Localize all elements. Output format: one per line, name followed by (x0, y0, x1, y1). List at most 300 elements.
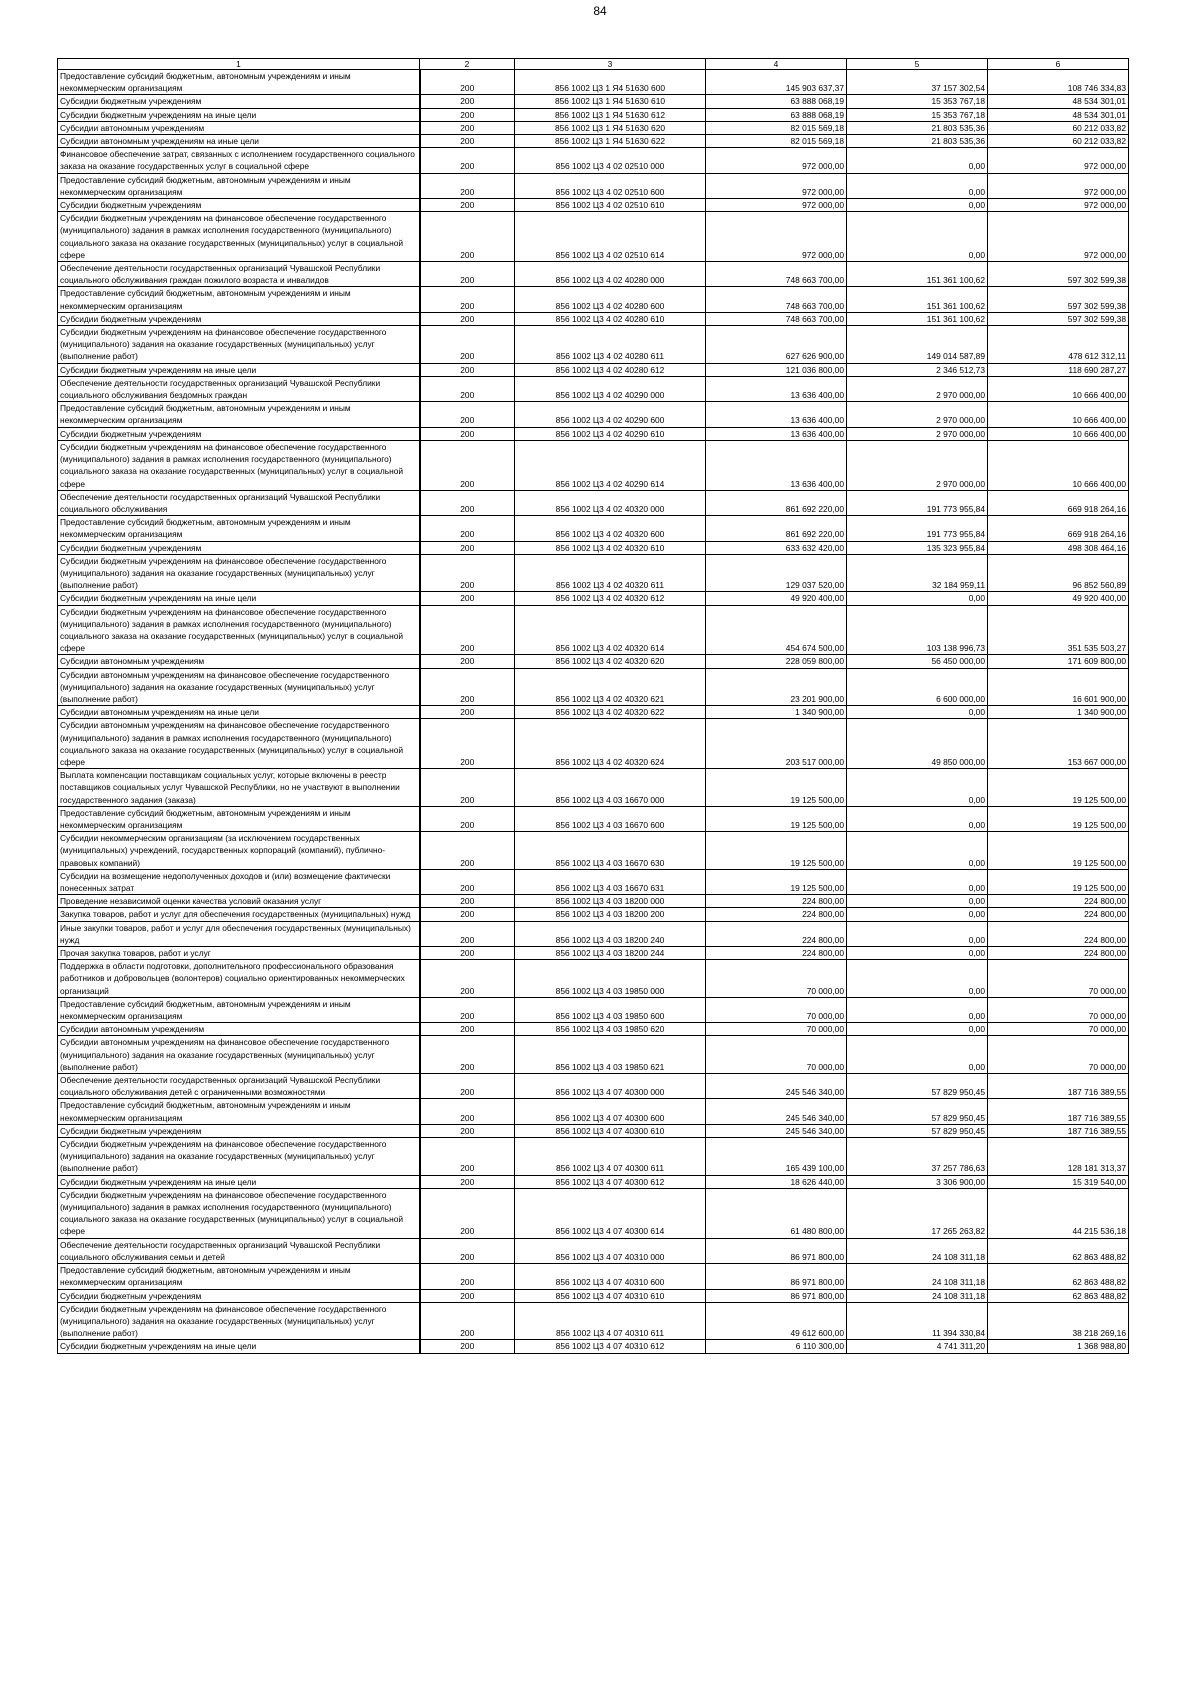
row-amount-col4: 627 626 900,00 (706, 326, 847, 364)
table-row (58, 997, 1129, 1022)
table-row (58, 95, 1129, 108)
row-classification: 856 1002 Ц3 4 03 18200 000 (515, 895, 706, 908)
row-amount-col4: 49 612 600,00 (706, 1302, 847, 1340)
row-code: 200 (420, 490, 515, 515)
row-classification: 856 1002 Ц3 4 03 19850 600 (515, 997, 706, 1022)
header-cell-3: 3 (515, 59, 706, 70)
row-description: Субсидии автономным учреждениям (58, 655, 420, 668)
row-amount-col4: 748 663 700,00 (706, 287, 847, 312)
table-row (58, 832, 1129, 870)
table-row (58, 262, 1129, 287)
row-amount-col4: 972 000,00 (706, 148, 847, 173)
table-row (58, 1074, 1129, 1099)
row-amount-col6: 351 535 503,27 (988, 605, 1129, 655)
row-amount-col4: 6 110 300,00 (706, 1340, 847, 1353)
row-description: Субсидии автономным учреждениям (58, 1023, 420, 1036)
row-classification: 856 1002 Ц3 4 02 40280 611 (515, 326, 706, 364)
table-row (58, 326, 1129, 364)
row-description: Предоставление субсидий бюджетным, автономным учреждениям и иным некоммерческим организациям (58, 287, 420, 312)
row-amount-col6: 49 920 400,00 (988, 592, 1129, 605)
row-amount-col6: 44 215 536,18 (988, 1188, 1129, 1238)
row-amount-col5: 2 970 000,00 (847, 427, 988, 440)
row-description: Иные закупки товаров, работ и услуг для обеспечения государственных (муниципальных) нужд (58, 921, 420, 946)
row-amount-col5: 0,00 (847, 212, 988, 262)
row-amount-col4: 13 636 400,00 (706, 440, 847, 490)
row-amount-col4: 82 015 569,18 (706, 121, 847, 134)
row-amount-col4: 82 015 569,18 (706, 135, 847, 148)
row-description: Субсидии бюджетным учреждениям (58, 1124, 420, 1137)
row-amount-col4: 70 000,00 (706, 997, 847, 1022)
row-classification: 856 1002 Ц3 4 03 16670 600 (515, 806, 706, 831)
row-description: Субсидии бюджетным учреждениям на иные цели (58, 1340, 420, 1353)
row-amount-col5: 24 108 311,18 (847, 1238, 988, 1263)
row-amount-col5: 0,00 (847, 199, 988, 212)
row-amount-col4: 23 201 900,00 (706, 668, 847, 706)
row-classification: 856 1002 Ц3 4 07 40310 600 (515, 1264, 706, 1289)
row-code: 200 (420, 668, 515, 706)
row-description: Субсидии бюджетным учреждениям на иные цели (58, 108, 420, 121)
row-amount-col4: 19 125 500,00 (706, 869, 847, 894)
row-description: Субсидии бюджетным учреждениям (58, 1289, 420, 1302)
row-code: 200 (420, 70, 515, 95)
row-classification: 856 1002 Ц3 4 02 40280 000 (515, 262, 706, 287)
row-amount-col5: 191 773 955,84 (847, 516, 988, 541)
row-description: Субсидии автономным учреждениям на иные цели (58, 706, 420, 719)
row-classification: 856 1002 Ц3 4 03 16670 631 (515, 869, 706, 894)
row-amount-col5: 0,00 (847, 148, 988, 173)
row-classification: 856 1002 Ц3 4 02 40280 610 (515, 312, 706, 325)
row-classification: 856 1002 Ц3 4 02 02510 600 (515, 173, 706, 198)
table-row (58, 135, 1129, 148)
table-row (58, 363, 1129, 376)
row-code: 200 (420, 199, 515, 212)
row-amount-col5: 0,00 (847, 997, 988, 1022)
table-row (58, 541, 1129, 554)
row-description: Субсидии бюджетным учреждениям на финансовое обеспечение государственного (муниципального) задания на оказание государственных (муниципальных) услуг (выполнение работ) (58, 1138, 420, 1176)
row-code: 200 (420, 1340, 515, 1353)
row-amount-col5: 0,00 (847, 869, 988, 894)
row-classification: 856 1002 Ц3 4 02 40290 610 (515, 427, 706, 440)
row-description: Субсидии некоммерческим организациям (за исключением государственных (муниципальных) учреждений, государственных корпораций (компаний), публично-правовых компаний) (58, 832, 420, 870)
table-row (58, 427, 1129, 440)
row-classification: 856 1002 Ц3 4 02 40320 624 (515, 719, 706, 769)
row-code: 200 (420, 376, 515, 401)
row-amount-col5: 57 829 950,45 (847, 1074, 988, 1099)
row-amount-col5: 15 353 767,18 (847, 95, 988, 108)
table-row (58, 312, 1129, 325)
row-description: Субсидии бюджетным учреждениям на финансовое обеспечение государственного (муниципального) задания на оказание государственных (муниципальных) услуг (выполнение работ) (58, 1302, 420, 1340)
row-amount-col6: 19 125 500,00 (988, 832, 1129, 870)
row-amount-col5: 149 014 587,89 (847, 326, 988, 364)
row-classification: 856 1002 Ц3 4 03 16670 630 (515, 832, 706, 870)
row-description: Предоставление субсидий бюджетным, автономным учреждениям и иным некоммерческим организациям (58, 1099, 420, 1124)
row-code: 200 (420, 541, 515, 554)
row-classification: 856 1002 Ц3 4 07 40310 610 (515, 1289, 706, 1302)
row-amount-col6: 19 125 500,00 (988, 806, 1129, 831)
row-classification: 856 1002 Ц3 4 07 40300 610 (515, 1124, 706, 1137)
row-code: 200 (420, 592, 515, 605)
row-code: 200 (420, 148, 515, 173)
row-amount-col6: 108 746 334,83 (988, 70, 1129, 95)
row-amount-col4: 70 000,00 (706, 1036, 847, 1074)
table-row (58, 869, 1129, 894)
row-amount-col4: 13 636 400,00 (706, 376, 847, 401)
row-description: Субсидии бюджетным учреждениям (58, 312, 420, 325)
row-amount-col4: 245 546 340,00 (706, 1099, 847, 1124)
row-amount-col5: 57 829 950,45 (847, 1099, 988, 1124)
row-amount-col6: 597 302 599,38 (988, 287, 1129, 312)
row-amount-col4: 49 920 400,00 (706, 592, 847, 605)
row-amount-col6: 187 716 389,55 (988, 1124, 1129, 1137)
row-amount-col4: 19 125 500,00 (706, 806, 847, 831)
row-amount-col4: 70 000,00 (706, 960, 847, 998)
row-code: 200 (420, 997, 515, 1022)
row-amount-col4: 245 546 340,00 (706, 1074, 847, 1099)
row-amount-col6: 1 340 900,00 (988, 706, 1129, 719)
row-amount-col6: 224 800,00 (988, 921, 1129, 946)
row-description: Субсидии бюджетным учреждениям на иные цели (58, 1175, 420, 1188)
row-classification: 856 1002 Ц3 4 02 40280 612 (515, 363, 706, 376)
row-classification: 856 1002 Ц3 1 Я4 51630 612 (515, 108, 706, 121)
row-description: Предоставление субсидий бюджетным, автономным учреждениям и иным некоммерческим организациям (58, 1264, 420, 1289)
row-amount-col5: 4 741 311,20 (847, 1340, 988, 1353)
row-amount-col5: 0,00 (847, 1036, 988, 1074)
row-amount-col5: 0,00 (847, 895, 988, 908)
row-classification: 856 1002 Ц3 4 02 40320 612 (515, 592, 706, 605)
header-cell-6: 6 (988, 59, 1129, 70)
table-row (58, 1036, 1129, 1074)
row-code: 200 (420, 516, 515, 541)
row-amount-col5: 0,00 (847, 947, 988, 960)
row-amount-col6: 60 212 033,82 (988, 121, 1129, 134)
row-amount-col4: 245 546 340,00 (706, 1124, 847, 1137)
table-row (58, 173, 1129, 198)
row-amount-col4: 748 663 700,00 (706, 262, 847, 287)
row-code: 200 (420, 1175, 515, 1188)
row-classification: 856 1002 Ц3 4 07 40310 611 (515, 1302, 706, 1340)
row-amount-col6: 597 302 599,38 (988, 262, 1129, 287)
row-code: 200 (420, 312, 515, 325)
row-description: Субсидии бюджетным учреждениям (58, 541, 420, 554)
row-amount-col5: 151 361 100,62 (847, 262, 988, 287)
row-classification: 856 1002 Ц3 4 07 40310 000 (515, 1238, 706, 1263)
row-code: 200 (420, 1036, 515, 1074)
row-code: 200 (420, 1289, 515, 1302)
row-description: Субсидии автономным учреждениям на иные цели (58, 135, 420, 148)
row-classification: 856 1002 Ц3 1 Я4 51630 622 (515, 135, 706, 148)
header-cell-5: 5 (847, 59, 988, 70)
row-amount-col6: 972 000,00 (988, 173, 1129, 198)
row-amount-col5: 135 323 955,84 (847, 541, 988, 554)
row-classification: 856 1002 Ц3 4 02 40320 614 (515, 605, 706, 655)
row-amount-col4: 61 480 800,00 (706, 1188, 847, 1238)
table-body (58, 70, 1129, 1354)
table-row (58, 769, 1129, 807)
row-amount-col4: 454 674 500,00 (706, 605, 847, 655)
row-amount-col4: 861 692 220,00 (706, 490, 847, 515)
row-description: Субсидии автономным учреждениям (58, 121, 420, 134)
row-amount-col4: 972 000,00 (706, 199, 847, 212)
row-code: 200 (420, 121, 515, 134)
table-row (58, 1264, 1129, 1289)
row-amount-col6: 669 918 264,16 (988, 516, 1129, 541)
row-code: 200 (420, 947, 515, 960)
row-classification: 856 1002 Ц3 4 02 40320 000 (515, 490, 706, 515)
table-row (58, 1289, 1129, 1302)
row-code: 200 (420, 1138, 515, 1176)
row-description: Предоставление субсидий бюджетным, автономным учреждениям и иным некоммерческим организациям (58, 806, 420, 831)
row-classification: 856 1002 Ц3 4 07 40310 612 (515, 1340, 706, 1353)
row-amount-col6: 224 800,00 (988, 895, 1129, 908)
row-amount-col6: 19 125 500,00 (988, 769, 1129, 807)
row-amount-col4: 18 626 440,00 (706, 1175, 847, 1188)
row-amount-col5: 151 361 100,62 (847, 287, 988, 312)
row-description: Предоставление субсидий бюджетным, автономным учреждениям и иным некоммерческим организациям (58, 516, 420, 541)
row-description: Предоставление субсидий бюджетным, автономным учреждениям и иным некоммерческим организациям (58, 70, 420, 95)
row-code: 200 (420, 108, 515, 121)
table-row (58, 1238, 1129, 1263)
row-amount-col4: 63 888 068,19 (706, 95, 847, 108)
row-amount-col6: 48 534 301,01 (988, 108, 1129, 121)
table-row (58, 895, 1129, 908)
header-cell-4: 4 (706, 59, 847, 70)
table-row (58, 440, 1129, 490)
row-amount-col6: 48 534 301,01 (988, 95, 1129, 108)
row-amount-col4: 748 663 700,00 (706, 312, 847, 325)
row-classification: 856 1002 Ц3 4 03 18200 244 (515, 947, 706, 960)
row-classification: 856 1002 Ц3 4 03 19850 620 (515, 1023, 706, 1036)
row-classification: 856 1002 Ц3 4 02 02510 000 (515, 148, 706, 173)
row-amount-col4: 63 888 068,19 (706, 108, 847, 121)
row-description: Обеспечение деятельности государственных организаций Чувашской Республики социального обслуживания детей с ограниченными возможностями (58, 1074, 420, 1099)
row-amount-col5: 2 970 000,00 (847, 402, 988, 427)
row-amount-col6: 38 218 269,16 (988, 1302, 1129, 1340)
table-row (58, 121, 1129, 134)
header-row (58, 59, 1129, 70)
row-amount-col4: 70 000,00 (706, 1023, 847, 1036)
row-description: Субсидии бюджетным учреждениям (58, 427, 420, 440)
row-description: Закупка товаров, работ и услуг для обеспечения государственных (муниципальных) нужд (58, 908, 420, 921)
row-description: Субсидии бюджетным учреждениям на финансовое обеспечение государственного (муниципального) задания на оказание государственных (муниципальных) услуг (выполнение работ) (58, 326, 420, 364)
row-amount-col5: 0,00 (847, 592, 988, 605)
table-row (58, 148, 1129, 173)
table-row (58, 1340, 1129, 1353)
row-amount-col4: 972 000,00 (706, 173, 847, 198)
row-amount-col6: 171 609 800,00 (988, 655, 1129, 668)
row-classification: 856 1002 Ц3 4 03 19850 000 (515, 960, 706, 998)
table-row (58, 1099, 1129, 1124)
row-amount-col6: 62 863 488,82 (988, 1289, 1129, 1302)
row-description: Обеспечение деятельности государственных организаций Чувашской Республики социального обслуживания граждан пожилого возраста и инвалидов (58, 262, 420, 287)
row-amount-col6: 10 666 400,00 (988, 376, 1129, 401)
row-description: Поддержка в области подготовки, дополнительного профессионального образования работников и добровольцев (волонтеров) социально ориентированных некоммерческих организаций (58, 960, 420, 998)
row-amount-col5: 0,00 (847, 908, 988, 921)
table-row (58, 655, 1129, 668)
budget-table (57, 58, 1129, 1354)
row-code: 200 (420, 1264, 515, 1289)
table-row (58, 490, 1129, 515)
row-amount-col4: 86 971 800,00 (706, 1264, 847, 1289)
row-amount-col6: 70 000,00 (988, 997, 1129, 1022)
row-code: 200 (420, 440, 515, 490)
row-code: 200 (420, 655, 515, 668)
row-amount-col6: 70 000,00 (988, 1036, 1129, 1074)
row-classification: 856 1002 Ц3 4 02 02510 614 (515, 212, 706, 262)
row-classification: 856 1002 Ц3 4 02 02510 610 (515, 199, 706, 212)
row-description: Субсидии бюджетным учреждениям на финансовое обеспечение государственного (муниципального) задания в рамках исполнения государственного (муниципального) социального заказа на оказание государственных (муниципальных) услуг в социальной сфере (58, 440, 420, 490)
table-row (58, 947, 1129, 960)
row-description: Субсидии бюджетным учреждениям (58, 95, 420, 108)
row-amount-col5: 0,00 (847, 769, 988, 807)
row-classification: 856 1002 Ц3 4 07 40300 612 (515, 1175, 706, 1188)
row-code: 200 (420, 1099, 515, 1124)
row-classification: 856 1002 Ц3 4 02 40320 621 (515, 668, 706, 706)
row-code: 200 (420, 173, 515, 198)
table-row (58, 1188, 1129, 1238)
row-classification: 856 1002 Ц3 4 02 40290 000 (515, 376, 706, 401)
row-amount-col5: 0,00 (847, 921, 988, 946)
row-amount-col6: 19 125 500,00 (988, 869, 1129, 894)
row-amount-col5: 151 361 100,62 (847, 312, 988, 325)
row-code: 200 (420, 1188, 515, 1238)
row-amount-col5: 32 184 959,11 (847, 554, 988, 592)
row-amount-col5: 2 970 000,00 (847, 440, 988, 490)
row-amount-col4: 86 971 800,00 (706, 1238, 847, 1263)
row-amount-col6: 224 800,00 (988, 908, 1129, 921)
row-amount-col5: 2 346 512,73 (847, 363, 988, 376)
row-amount-col6: 10 666 400,00 (988, 402, 1129, 427)
row-code: 200 (420, 921, 515, 946)
table-row (58, 806, 1129, 831)
table-row (58, 719, 1129, 769)
row-amount-col4: 228 059 800,00 (706, 655, 847, 668)
row-amount-col6: 478 612 312,11 (988, 326, 1129, 364)
row-code: 200 (420, 895, 515, 908)
row-description: Субсидии автономным учреждениям на финансовое обеспечение государственного (муниципального) задания на оказание государственных (муниципальных) услуг (выполнение работ) (58, 1036, 420, 1074)
row-description: Субсидии бюджетным учреждениям на финансовое обеспечение государственного (муниципального) задания на оказание государственных (муниципальных) услуг (выполнение работ) (58, 554, 420, 592)
row-amount-col5: 0,00 (847, 706, 988, 719)
row-amount-col6: 972 000,00 (988, 199, 1129, 212)
row-amount-col5: 24 108 311,18 (847, 1264, 988, 1289)
row-amount-col4: 19 125 500,00 (706, 832, 847, 870)
row-amount-col5: 24 108 311,18 (847, 1289, 988, 1302)
row-amount-col6: 187 716 389,55 (988, 1074, 1129, 1099)
row-classification: 856 1002 Ц3 4 02 40320 622 (515, 706, 706, 719)
table-row (58, 212, 1129, 262)
row-code: 200 (420, 402, 515, 427)
row-classification: 856 1002 Ц3 4 02 40290 600 (515, 402, 706, 427)
row-amount-col5: 0,00 (847, 960, 988, 998)
row-amount-col6: 972 000,00 (988, 212, 1129, 262)
row-amount-col4: 224 800,00 (706, 908, 847, 921)
row-code: 200 (420, 719, 515, 769)
row-code: 200 (420, 1124, 515, 1137)
row-amount-col6: 62 863 488,82 (988, 1238, 1129, 1263)
row-amount-col6: 70 000,00 (988, 1023, 1129, 1036)
table-row (58, 554, 1129, 592)
row-code: 200 (420, 869, 515, 894)
table-row (58, 1124, 1129, 1137)
row-amount-col4: 165 439 100,00 (706, 1138, 847, 1176)
table-row (58, 402, 1129, 427)
row-description: Предоставление субсидий бюджетным, автономным учреждениям и иным некоммерческим организациям (58, 402, 420, 427)
row-description: Субсидии бюджетным учреждениям на иные цели (58, 592, 420, 605)
row-amount-col5: 37 157 302,54 (847, 70, 988, 95)
row-classification: 856 1002 Ц3 4 02 40280 600 (515, 287, 706, 312)
row-classification: 856 1002 Ц3 4 03 18200 200 (515, 908, 706, 921)
row-classification: 856 1002 Ц3 4 02 40320 611 (515, 554, 706, 592)
row-description: Обеспечение деятельности государственных организаций Чувашской Республики социального обслуживания семьи и детей (58, 1238, 420, 1263)
row-code: 200 (420, 326, 515, 364)
table-row (58, 287, 1129, 312)
row-amount-col5: 103 138 996,73 (847, 605, 988, 655)
row-code: 200 (420, 212, 515, 262)
row-amount-col5: 6 600 000,00 (847, 668, 988, 706)
row-code: 200 (420, 960, 515, 998)
row-description: Предоставление субсидий бюджетным, автономным учреждениям и иным некоммерческим организациям (58, 997, 420, 1022)
row-amount-col4: 86 971 800,00 (706, 1289, 847, 1302)
row-amount-col5: 57 829 950,45 (847, 1124, 988, 1137)
row-classification: 856 1002 Ц3 1 Я4 51630 610 (515, 95, 706, 108)
row-amount-col4: 13 636 400,00 (706, 427, 847, 440)
row-amount-col4: 224 800,00 (706, 921, 847, 946)
table-row (58, 706, 1129, 719)
row-description: Субсидии бюджетным учреждениям на финансовое обеспечение государственного (муниципального) задания в рамках исполнения государственного (муниципального) социального заказа на оказание государственных (муниципальных) услуг в социальной сфере (58, 1188, 420, 1238)
row-classification: 856 1002 Ц3 4 03 18200 240 (515, 921, 706, 946)
row-code: 200 (420, 95, 515, 108)
row-classification: 856 1002 Ц3 4 03 16670 000 (515, 769, 706, 807)
row-description: Субсидии бюджетным учреждениям (58, 199, 420, 212)
row-amount-col5: 17 265 263,82 (847, 1188, 988, 1238)
row-classification: 856 1002 Ц3 1 Я4 51630 620 (515, 121, 706, 134)
row-amount-col5: 3 306 900,00 (847, 1175, 988, 1188)
row-amount-col5: 49 850 000,00 (847, 719, 988, 769)
row-amount-col6: 10 666 400,00 (988, 427, 1129, 440)
header-cell-1: 1 (58, 59, 420, 70)
row-code: 200 (420, 554, 515, 592)
table-row (58, 960, 1129, 998)
row-amount-col5: 0,00 (847, 173, 988, 198)
row-code: 200 (420, 1302, 515, 1340)
row-description: Предоставление субсидий бюджетным, автономным учреждениям и иным некоммерческим организациям (58, 173, 420, 198)
row-code: 200 (420, 908, 515, 921)
row-amount-col6: 153 667 000,00 (988, 719, 1129, 769)
row-amount-col5: 56 450 000,00 (847, 655, 988, 668)
row-description: Субсидии бюджетным учреждениям на финансовое обеспечение государственного (муниципального) задания в рамках исполнения государственного (муниципального) социального заказа на оказание государственных (муниципальных) услуг в социальной сфере (58, 212, 420, 262)
row-classification: 856 1002 Ц3 4 03 19850 621 (515, 1036, 706, 1074)
row-amount-col6: 128 181 313,37 (988, 1138, 1129, 1176)
row-code: 200 (420, 605, 515, 655)
row-amount-col4: 224 800,00 (706, 947, 847, 960)
row-amount-col6: 972 000,00 (988, 148, 1129, 173)
row-amount-col4: 129 037 520,00 (706, 554, 847, 592)
row-amount-col5: 191 773 955,84 (847, 490, 988, 515)
row-amount-col6: 498 308 464,16 (988, 541, 1129, 554)
row-classification: 856 1002 Ц3 4 02 40320 600 (515, 516, 706, 541)
row-code: 200 (420, 706, 515, 719)
row-amount-col6: 15 319 540,00 (988, 1175, 1129, 1188)
row-amount-col5: 21 803 535,36 (847, 135, 988, 148)
table-row (58, 70, 1129, 95)
row-amount-col4: 1 340 900,00 (706, 706, 847, 719)
row-code: 200 (420, 427, 515, 440)
row-code: 200 (420, 287, 515, 312)
table-row (58, 516, 1129, 541)
table-row (58, 1023, 1129, 1036)
row-amount-col5: 2 970 000,00 (847, 376, 988, 401)
row-amount-col6: 10 666 400,00 (988, 440, 1129, 490)
row-classification: 856 1002 Ц3 4 02 40320 620 (515, 655, 706, 668)
